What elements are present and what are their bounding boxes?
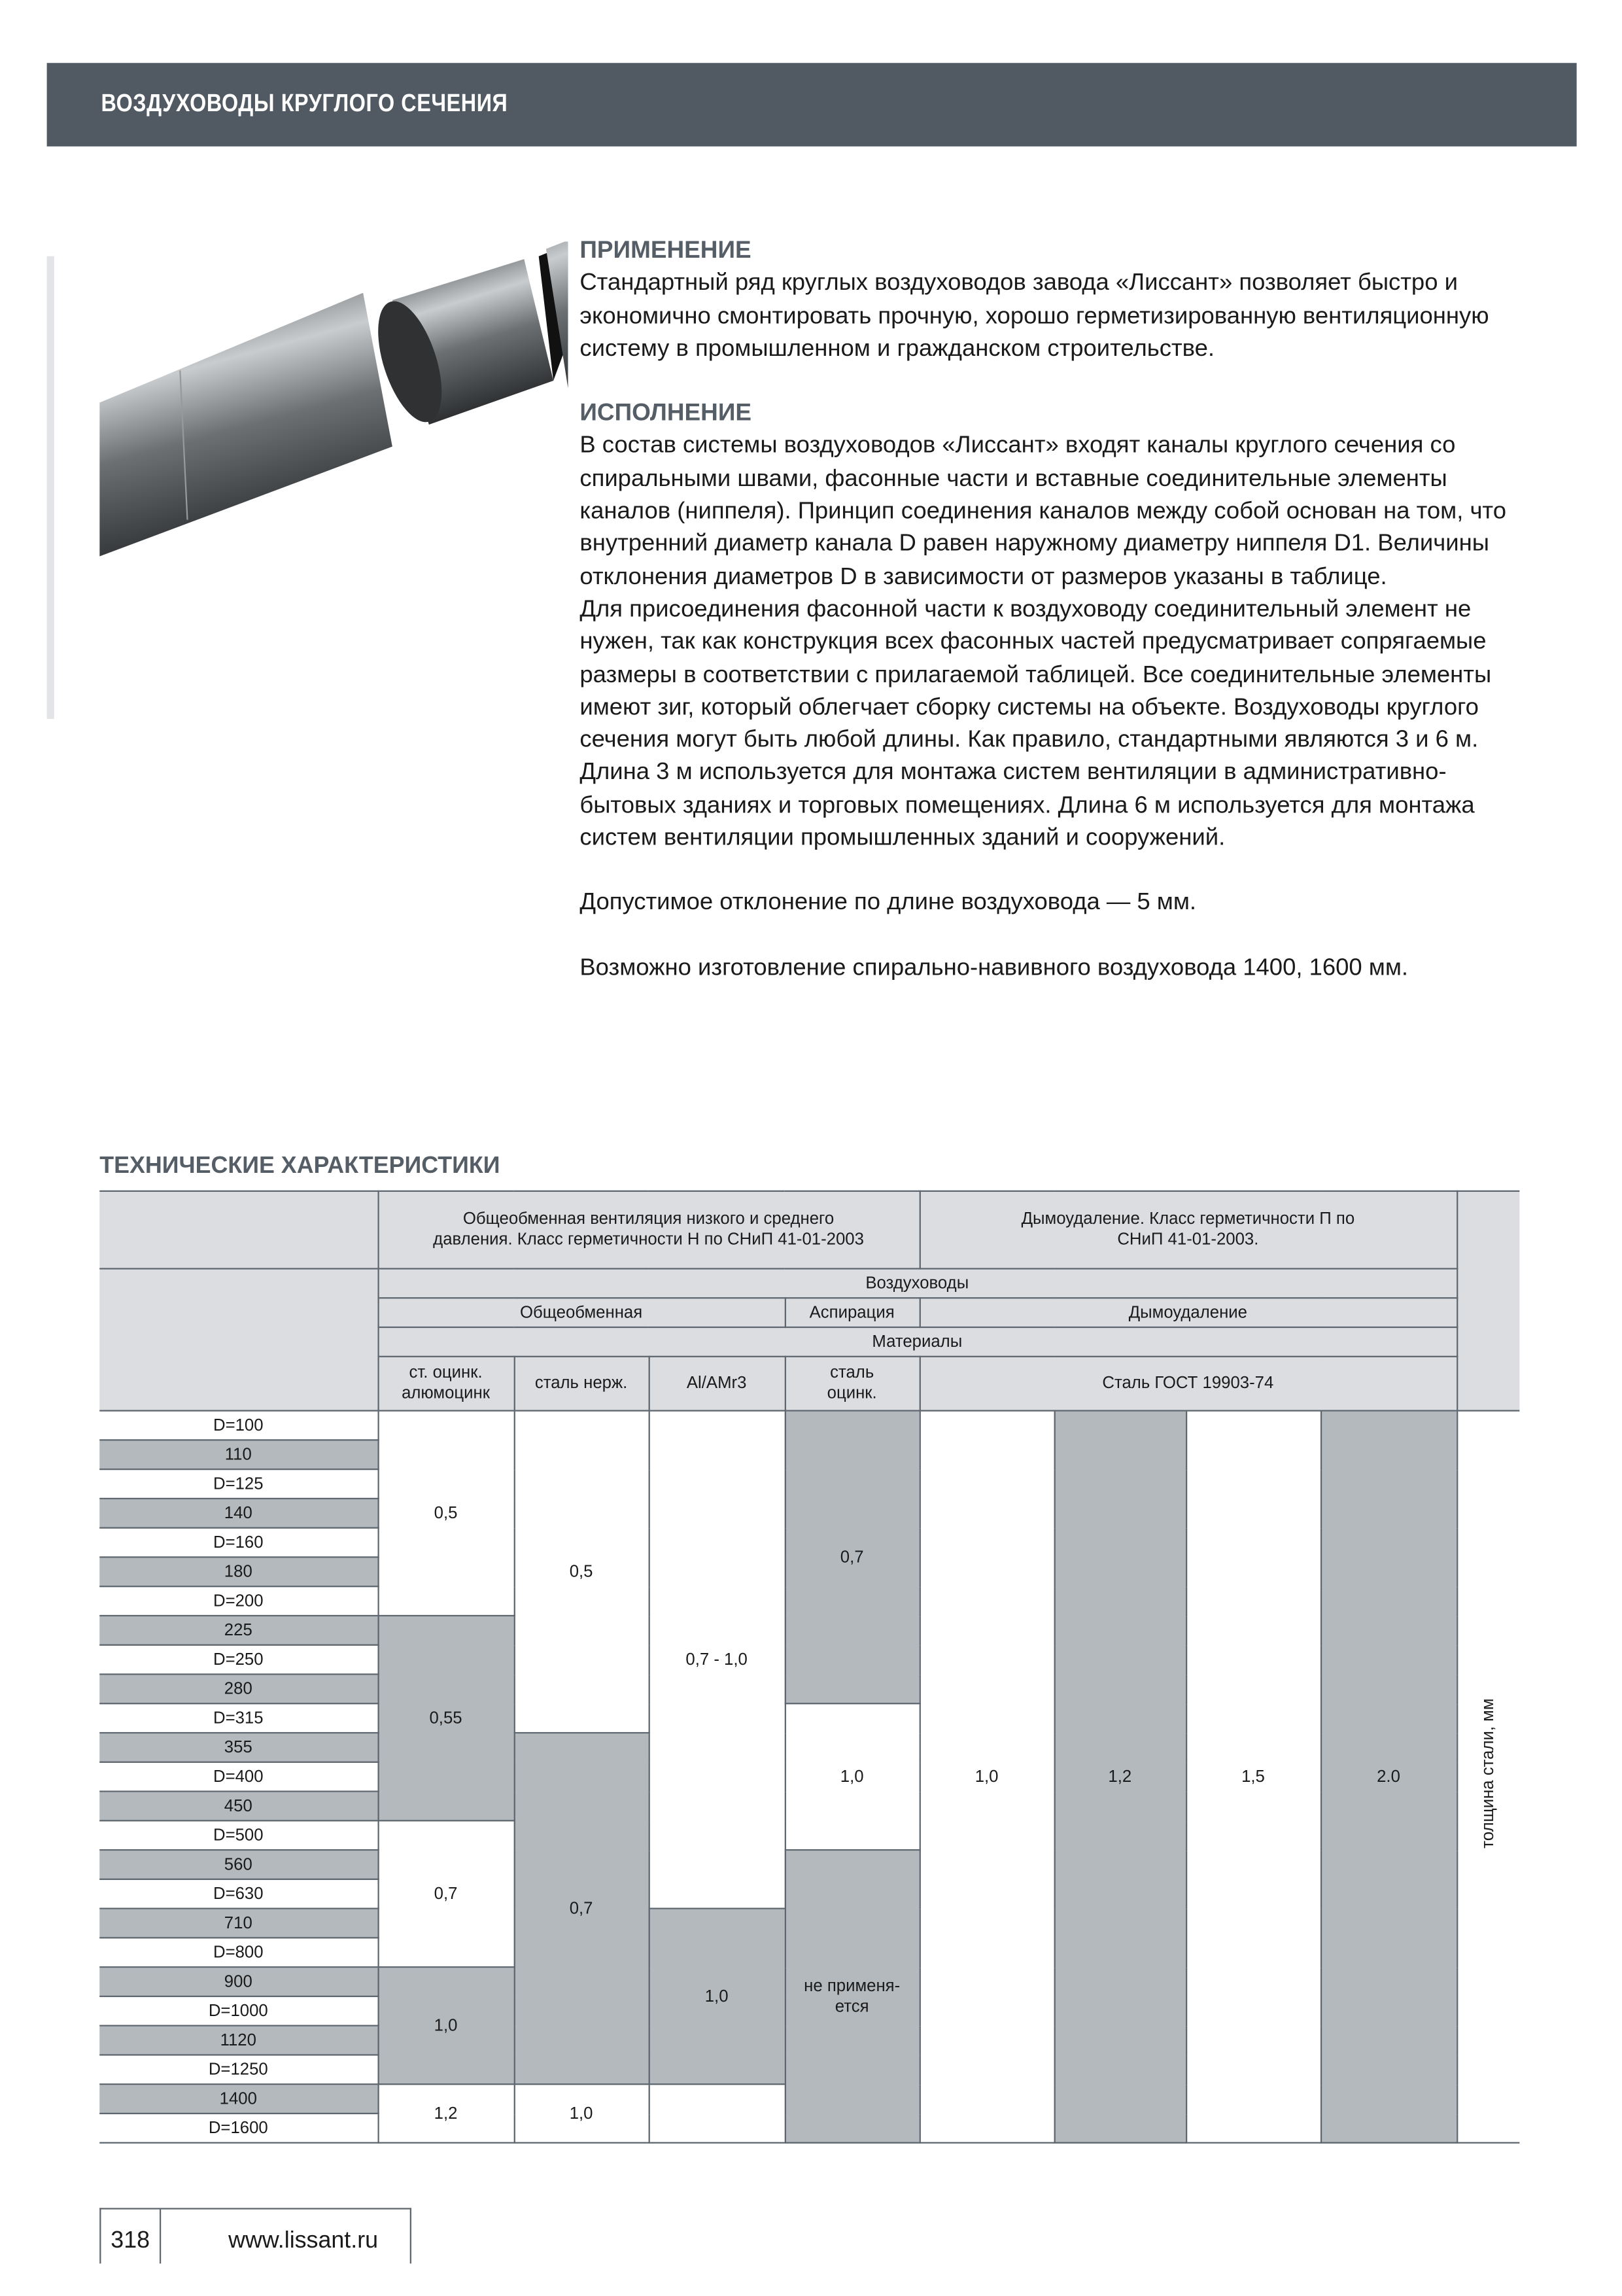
diameter-cell: D=1600 [99, 2113, 377, 2143]
corner-cell [99, 1268, 377, 1410]
diameter-cell: D=1250 [99, 2055, 377, 2084]
thickness-cell: 1,0 [785, 1703, 920, 1850]
header-smoke-removal: Дымоудаление. Класс герметичности П по СНиП 41-01-2003. [920, 1191, 1457, 1269]
diameter-cell: D=500 [99, 1820, 377, 1850]
diameter-cell: D=630 [99, 1879, 377, 1909]
thickness-cell: 0,55 [377, 1616, 513, 1820]
section-title: ИСПОЛНЕНИЕ [579, 400, 752, 426]
thickness-cell: 0,7 [785, 1411, 920, 1704]
material-stainless: сталь нерж. [514, 1357, 649, 1411]
table-title: ТЕХНИЧЕСКИЕ ХАРАКТЕРИСТИКИ [99, 1153, 500, 1179]
header-materials: Материалы [377, 1327, 1457, 1357]
diameter-cell: 710 [99, 1909, 377, 1938]
header-ducts: Воздуховоды [377, 1268, 1457, 1298]
header-banner [47, 63, 1577, 147]
diameter-cell: 1400 [99, 2084, 377, 2113]
note: Допустимое отклонение по длине воздуховода — 5 мм. [579, 889, 1197, 916]
header-general-ventilation: Общеобменная вентиляция низкого и среднего давления. Класс герметичности Н по СНиП 41-01-2003 [377, 1191, 919, 1269]
thickness-cell: 2.0 [1320, 1411, 1457, 2143]
diameter-cell: D=160 [99, 1528, 377, 1557]
thickness-cell: 1,0 [377, 1967, 513, 2084]
material-steel-galv: сталь оцинк. [785, 1357, 920, 1411]
side-label-cell [1457, 1411, 1519, 2143]
diameter-cell: 225 [99, 1616, 377, 1645]
page-title: ВОЗДУХОВОДЫ КРУГЛОГО СЕЧЕНИЯ [101, 89, 508, 118]
specs-table [99, 1191, 1519, 2144]
diameter-cell: D=125 [99, 1469, 377, 1499]
diameter-cell: D=400 [99, 1762, 377, 1792]
thickness-cell: 1,2 [377, 2084, 513, 2143]
diameter-cell: 280 [99, 1674, 377, 1703]
diameter-cell: 900 [99, 1967, 377, 1996]
header-general: Общеобменная [377, 1298, 784, 1327]
paragraph: В состав системы воздуховодов «Лиссант» входят каналы круглого сечения со спиральными швами, фасонные части и вставные соединительные элементы каналов (ниппеля). Принцип соединения каналов между собой основан на том, что внутренний диаметр канала D равен наружному диаметру ниппеля D1. Величины отклонения диаметров D в зависимости от размеров указаны в таблице. [579, 432, 1507, 590]
thickness-cell: 1,0 [920, 1411, 1054, 2143]
paragraph: Для присоединения фасонной части к воздуховоду соединительный элемент не нужен, так как конструкция всех фасонных частей предусматривает сопрягаемые размеры в соответствии с прилагаемой таблицей. Все соединительные элементы имеют зиг, который облегчает сборку системы на объекте. Воздуховоды круглого сечения могут быть любой длины. Как правило, стандартными являются 3 и 6 м. Длина 3 м используется для монтажа систем вентиляции в административно-бытовых зданиях и торговых помещениях. Длина 6 м используется для монтажа систем вентиляции промышленных зданий и сооружений. [579, 595, 1492, 851]
diameter-cell: D=315 [99, 1703, 377, 1733]
diameter-cell: 140 [99, 1499, 377, 1528]
side-label: толщина стали, мм [1479, 1699, 1497, 1849]
table-row [99, 1411, 1519, 1440]
note: Возможно изготовление спирально-навивного воздуховода 1400, 1600 мм. [579, 954, 1409, 981]
section-title: ПРИМЕНЕНИЕ [579, 237, 751, 264]
header-smoke: Дымоудаление [920, 1298, 1457, 1327]
diameter-cell: D=100 [99, 1411, 377, 1440]
thickness-cell: 1,2 [1054, 1411, 1186, 2143]
thickness-cell: 1,0 [649, 1909, 785, 2085]
material-gost-steel: Сталь ГОСТ 19903-74 [920, 1357, 1457, 1411]
thickness-cell: 0,5 [514, 1411, 649, 1733]
diameter-cell: D=1000 [99, 1996, 377, 2026]
page-footer [99, 2208, 411, 2263]
thickness-cell: 1,5 [1186, 1411, 1320, 2143]
material-aluminium: Al/AMr3 [649, 1357, 785, 1411]
website-link[interactable]: www.lissant.ru [228, 2228, 379, 2253]
thickness-cell [649, 2084, 785, 2143]
side-decoration [47, 256, 54, 719]
diameter-cell: 180 [99, 1557, 377, 1586]
header-aspiration: Аспирация [785, 1298, 920, 1327]
duct-photo [99, 241, 568, 563]
thickness-cell: не применя-ется [785, 1850, 920, 2143]
paragraph: Стандартный ряд круглых воздуховодов завода «Лиссант» позволяет быстро и экономично смонтировать прочную, хорошо герметизированную вентиляционную систему в промышленном и гражданском строительстве. [579, 270, 1489, 362]
diameter-cell: 1120 [99, 2026, 377, 2055]
diameter-cell: D=250 [99, 1645, 377, 1675]
diameter-cell: 450 [99, 1792, 377, 1821]
thickness-cell: 1,0 [514, 2084, 649, 2143]
corner-cell [99, 1191, 377, 1269]
side-header-cell [1457, 1191, 1519, 1411]
diameter-cell: D=200 [99, 1586, 377, 1616]
thickness-cell: 0,5 [377, 1411, 513, 1616]
thickness-cell: 0,7 - 1,0 [649, 1411, 785, 1909]
diameter-cell: 110 [99, 1440, 377, 1469]
diameter-cell: 355 [99, 1733, 377, 1762]
thickness-cell: 0,7 [514, 1733, 649, 2084]
diameter-cell: D=800 [99, 1938, 377, 1967]
diameter-cell: 560 [99, 1850, 377, 1879]
material-galvanized: ст. оцинк. алюмоцинк [377, 1357, 513, 1411]
thickness-cell: 0,7 [377, 1820, 513, 1967]
description [579, 234, 1517, 984]
page-number: 318 [101, 2210, 161, 2264]
